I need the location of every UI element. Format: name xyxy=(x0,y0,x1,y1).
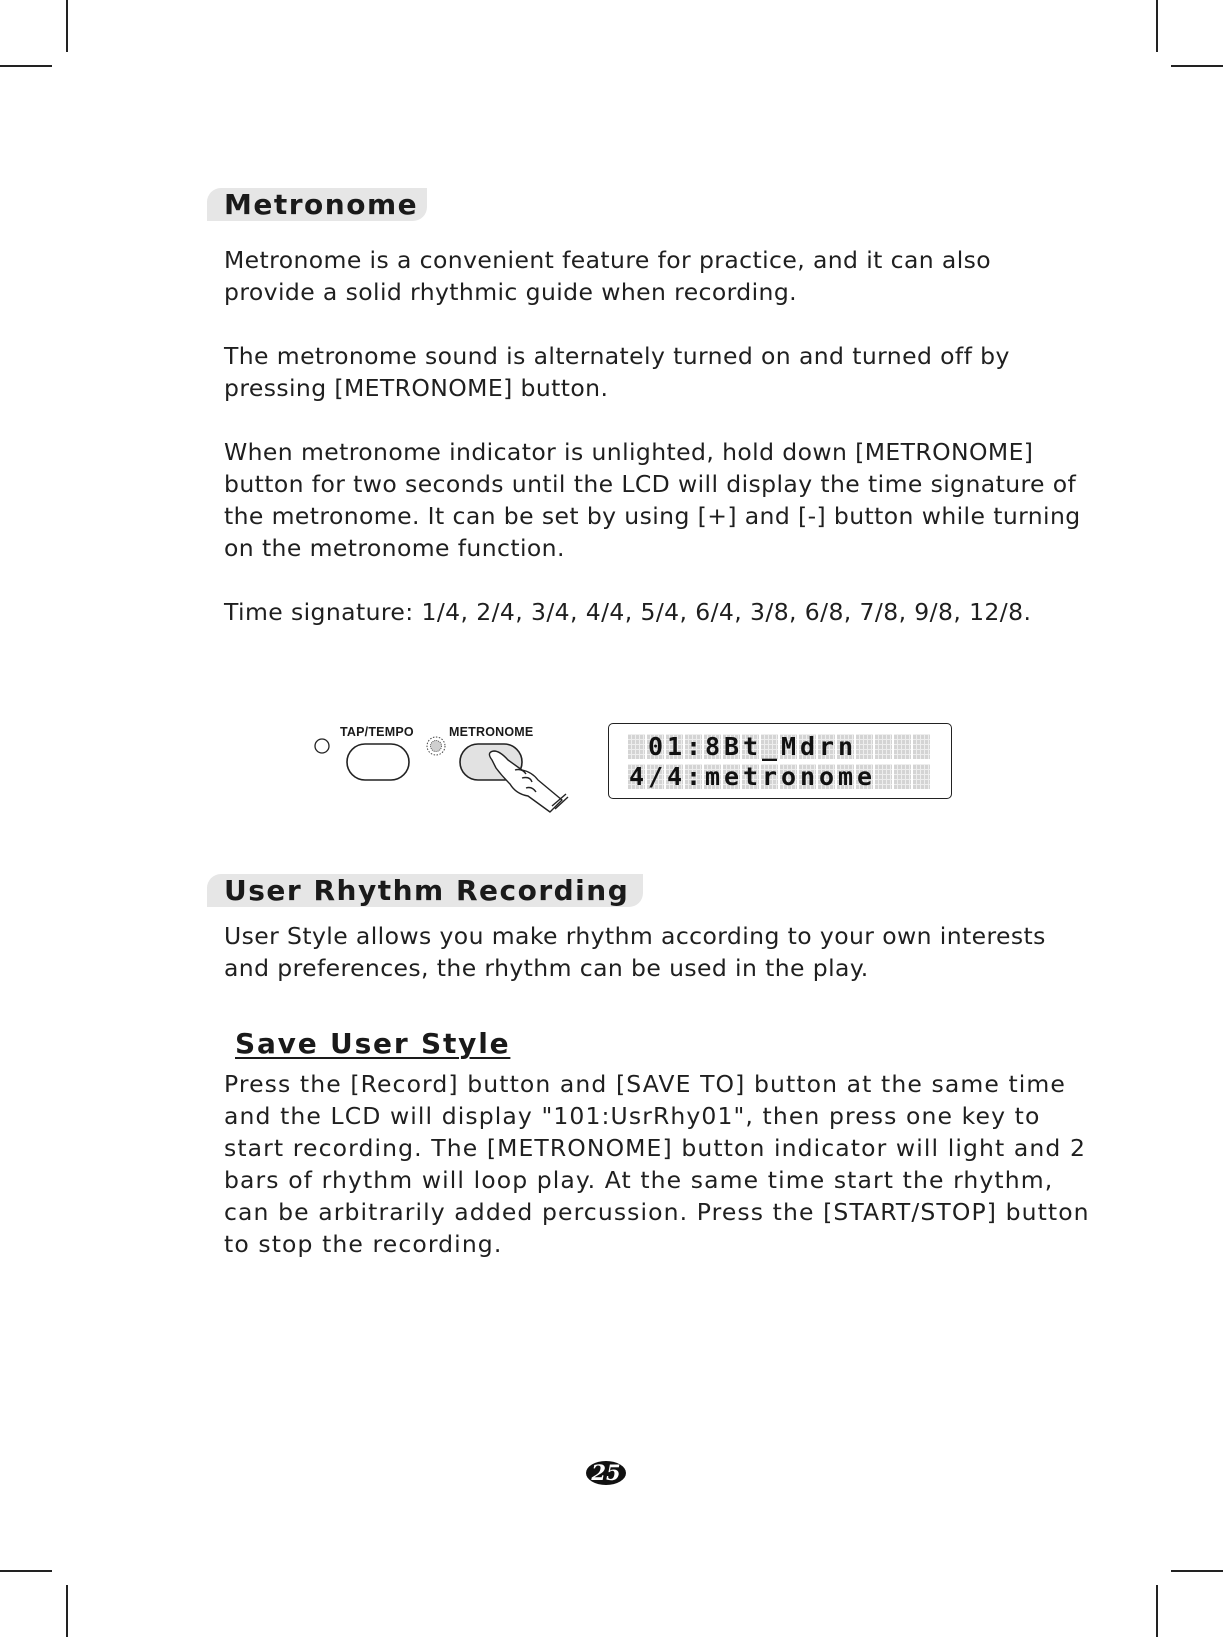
crop-mark xyxy=(1156,1585,1158,1637)
lcd-char-cell: : xyxy=(685,732,702,761)
page-number-badge: 25 xyxy=(586,1461,626,1485)
lcd-char-cell xyxy=(913,764,930,789)
lcd-line-2 xyxy=(628,764,930,789)
lcd-char-cell: M xyxy=(780,732,797,761)
metronome-indicator-lit-icon xyxy=(427,737,445,755)
lcd-char-cell xyxy=(894,764,911,789)
lcd-char-cell xyxy=(875,764,892,789)
tap-tempo-button-icon xyxy=(347,744,409,780)
lcd-char-cell xyxy=(913,734,930,759)
lcd-char-cell: 4 xyxy=(628,762,645,791)
lcd-char-cell xyxy=(628,734,645,759)
metronome-paragraph-1: Metronome is a convenient feature for practice, and it can also provide a solid rhythmic guide when recording. xyxy=(224,246,992,306)
lcd-char-cell: B xyxy=(723,732,740,761)
lcd-char-cell: t xyxy=(742,732,759,761)
crop-mark xyxy=(1171,1570,1223,1572)
lcd-char-cell: e xyxy=(723,762,740,791)
crop-mark xyxy=(1156,0,1158,52)
metronome-paragraph-3: When metronome indicator is unlighted, hold down [METRONOME] button for two seconds until the LCD will display the time signature of the metronome. It can be set by using [+] and [-] button while turning on the metronome function. xyxy=(224,438,1081,562)
crop-mark xyxy=(66,1585,68,1637)
lcd-display xyxy=(608,723,952,799)
lcd-char-cell xyxy=(875,734,892,759)
tap-tempo-indicator-icon xyxy=(315,739,329,753)
lcd-char-cell: : xyxy=(685,762,702,791)
lcd-char-cell: m xyxy=(837,762,854,791)
lcd-char-cell: o xyxy=(818,762,835,791)
pressing-finger-icon xyxy=(489,751,568,812)
save-user-style-paragraph: Press the [Record] button and [SAVE TO] button at the same time and the LCD will display "101:UsrRhy01", then press one key to start recording. The [METRONOME] button indicator will light and 2 bars of rhythm will loop play. At the same time start the rhythm, can be arbitrarily added percussion. Press the [START/STOP] button to stop the recording. xyxy=(224,1070,1090,1258)
lcd-char-cell xyxy=(894,734,911,759)
lcd-line-1 xyxy=(628,734,930,759)
lcd-char-cell: 8 xyxy=(704,732,721,761)
lcd-char-cell: / xyxy=(647,762,664,791)
metronome-paragraph-4: Time signature: 1/4, 2/4, 3/4, 4/4, 5/4, 6/4, 3/8, 6/8, 7/8, 9/8, 12/8. xyxy=(224,598,1032,626)
lcd-char-cell: r xyxy=(818,732,835,761)
crop-mark xyxy=(1171,65,1223,67)
lcd-char-cell: e xyxy=(856,762,873,791)
save-user-style-heading: Save User Style xyxy=(235,1027,511,1060)
lcd-char-cell: 4 xyxy=(666,762,683,791)
lcd-char-cell: t xyxy=(742,762,759,791)
lcd-char-cell: _ xyxy=(761,732,778,761)
lcd-char-cell: o xyxy=(780,762,797,791)
lcd-char-cell: n xyxy=(799,762,816,791)
metronome-heading: Metronome xyxy=(207,188,427,221)
lcd-char-cell: m xyxy=(704,762,721,791)
lcd-char-cell: n xyxy=(837,732,854,761)
crop-mark xyxy=(66,0,68,52)
lcd-char-cell: 0 xyxy=(647,732,664,761)
lcd-char-cell: 1 xyxy=(666,732,683,761)
metronome-paragraph-2: The metronome sound is alternately turned on and turned off by pressing [METRONOME] button. xyxy=(224,342,1010,402)
metronome-label: METRONOME xyxy=(449,725,534,739)
user-rhythm-paragraph: User Style allows you make rhythm according to your own interests and preferences, the rhythm can be used in the play. xyxy=(224,922,1046,982)
lcd-char-cell: d xyxy=(799,732,816,761)
crop-mark xyxy=(0,65,52,67)
crop-mark xyxy=(0,1570,52,1572)
lcd-char-cell xyxy=(856,734,873,759)
tap-tempo-label: TAP/TEMPO xyxy=(340,725,414,739)
user-rhythm-recording-heading: User Rhythm Recording xyxy=(207,874,643,907)
lcd-char-cell: r xyxy=(761,762,778,791)
